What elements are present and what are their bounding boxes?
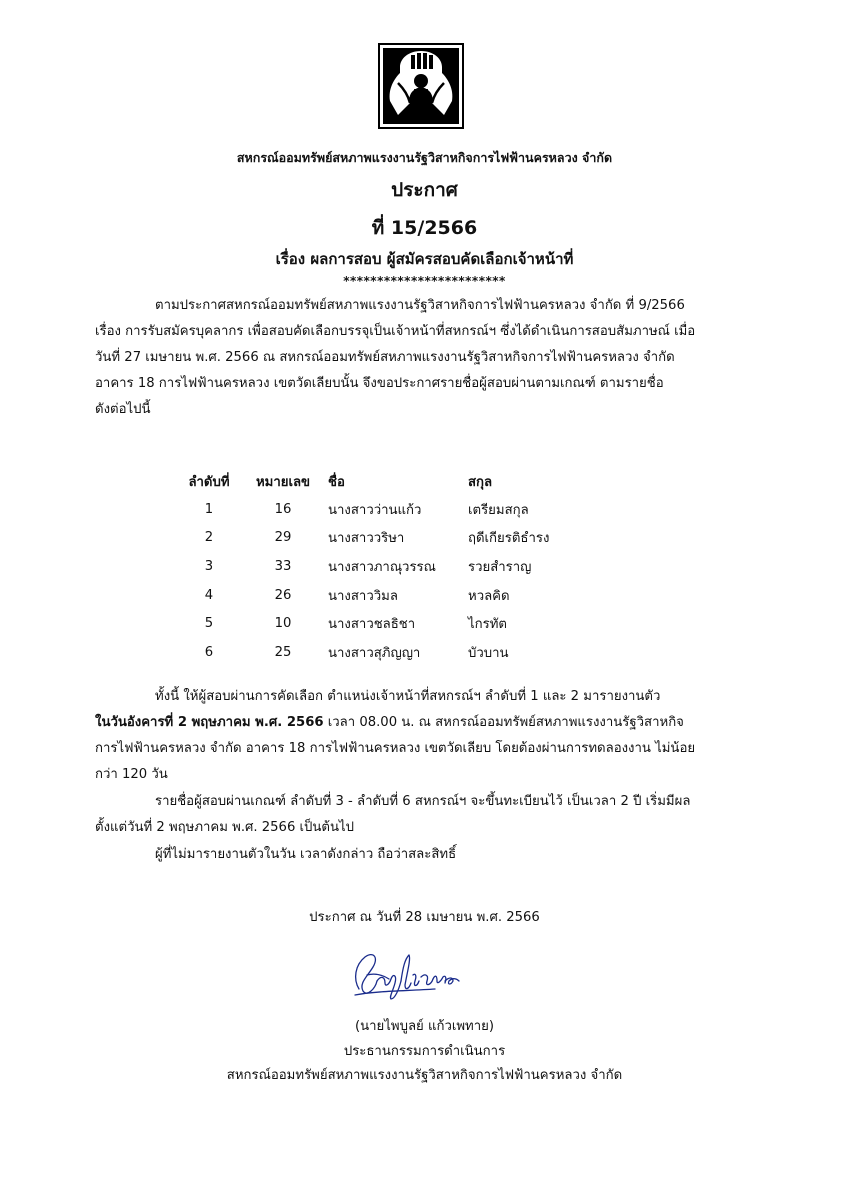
cell-number: 10 <box>274 616 292 632</box>
signer-name: (นายไพบูลย์ แก้วเพทาย) <box>354 1019 495 1034</box>
intro-paragraph <box>95 293 745 423</box>
report-instructions-paragraph <box>95 684 745 788</box>
report-line: กว่า 120 วัน <box>95 767 168 782</box>
cell-surname: เตรียมสกุล <box>468 502 529 518</box>
header-name: ชื่อ <box>328 474 345 490</box>
cell-number: 25 <box>274 644 292 660</box>
report-line: ทั้งนี้ ให้ผู้สอบผ่านการคัดเลือก ตำแหน่งเจ้าหน้าที่สหกรณ์ฯ ลำดับที่ 1 และ 2 มารายงานตัว <box>155 689 661 704</box>
intro-line: วันที่ 27 เมษายน พ.ศ. 2566 ณ สหกรณ์ออมทรัพย์สหภาพแรงงานรัฐวิสาหกิจการไฟฟ้านครหลวง จำกัด <box>95 350 675 365</box>
divider: ************************ <box>343 274 506 288</box>
registration-line: รายชื่อผู้สอบผ่านเกณฑ์ ลำดับที่ 3 - ลำดับที่ 6 สหกรณ์ฯ จะขึ้นทะเบียนไว้ เป็นเวลา 2 ปี เริ่มมีผล <box>155 794 691 809</box>
document-title: ประกาศ <box>391 179 458 201</box>
cooperative-logo <box>378 43 464 129</box>
handwritten-signature <box>345 945 465 1003</box>
cell-surname: รวยสำราญ <box>468 559 532 575</box>
cell-name: นางสาวสุภิญญา <box>328 645 421 661</box>
cell-order: 3 <box>204 558 214 574</box>
cell-surname: หวลคิด <box>468 588 510 604</box>
intro-line: เรื่อง การรับสมัครบุคลากร เพื่อสอบคัดเลือกบรรจุเป็นเจ้าหน้าที่สหกรณ์ฯ ซึ่งได้ดำเนินการสอบสัมภาษณ์ เมื่อ <box>95 324 696 339</box>
cell-surname: ไกรทัต <box>468 617 507 633</box>
table-row <box>170 524 588 553</box>
cell-name: นางสาววริษา <box>328 531 405 547</box>
header-surname: สกุล <box>468 474 493 490</box>
report-line <box>95 710 745 736</box>
table-row <box>170 581 588 610</box>
header-number: หมายเลข <box>255 474 311 490</box>
table-header-row <box>170 467 588 495</box>
cell-order: 6 <box>204 644 214 660</box>
cell-number: 16 <box>274 501 292 517</box>
cell-order: 2 <box>204 530 214 546</box>
organization-name: สหกรณ์ออมทรัพย์สหภาพแรงงานรัฐวิสาหกิจการไฟฟ้านครหลวง จำกัด <box>236 150 613 165</box>
announcement-subject: เรื่อง ผลการสอบ ผู้สมัครสอบคัดเลือกเจ้าหน้าที่ <box>275 250 574 268</box>
cell-name: นางสาวชลธิชา <box>328 617 416 633</box>
table-row <box>170 638 588 667</box>
cell-number: 29 <box>274 530 292 546</box>
cell-number: 33 <box>274 558 292 574</box>
intro-line: ตามประกาศสหกรณ์ออมทรัพย์สหภาพแรงงานรัฐวิสาหกิจการไฟฟ้านครหลวง จำกัด ที่ 9/2566 <box>155 298 685 313</box>
report-line: การไฟฟ้านครหลวง จำกัด อาคาร 18 การไฟฟ้านครหลวง เขตวัดเลียบ โดยต้องผ่านการทดลองงาน ไม่น้อย <box>95 741 696 756</box>
forfeit-paragraph <box>95 842 745 868</box>
cell-number: 26 <box>274 587 292 603</box>
signer-organization: สหกรณ์ออมทรัพย์สหภาพแรงงานรัฐวิสาหกิจการไฟฟ้านครหลวง จำกัด <box>226 1068 623 1083</box>
announcement-date: ประกาศ ณ วันที่ 28 เมษายน พ.ศ. 2566 <box>309 910 540 925</box>
report-line-rest: เวลา 08.00 น. ณ สหกรณ์ออมทรัพย์สหภาพแรงงานรัฐวิสาหกิจ <box>323 715 684 730</box>
passed-candidates-table <box>170 467 588 667</box>
cell-order: 1 <box>204 501 214 517</box>
header-order: ลำดับที่ <box>188 474 230 490</box>
table-row <box>170 609 588 638</box>
intro-line: ดังต่อไปนี้ <box>95 402 151 417</box>
signer-position: ประธานกรรมการดำเนินการ <box>343 1044 506 1059</box>
cell-name: นางสาวภาณุวรรณ <box>328 559 436 575</box>
table-row <box>170 552 588 581</box>
announcement-number: ที่ 15/2566 <box>371 217 478 239</box>
report-date-bold: ในวันอังคารที่ 2 พฤษภาคม พ.ศ. 2566 <box>95 715 324 730</box>
registration-line: ตั้งแต่วันที่ 2 พฤษภาคม พ.ศ. 2566 เป็นต้นไป <box>95 820 354 835</box>
cell-order: 4 <box>204 587 214 603</box>
cell-order: 5 <box>204 616 214 632</box>
table-row <box>170 495 588 524</box>
cell-name: นางสาวว่านแก้ว <box>328 502 422 518</box>
intro-line: อาคาร 18 การไฟฟ้านครหลวง เขตวัดเลียบนั้น จึงขอประกาศรายชื่อผู้สอบผ่านตามเกณฑ์ ตามรายชื่อ <box>95 376 664 391</box>
forfeit-line: ผู้ที่ไม่มารายงานตัวในวัน เวลาดังกล่าว ถือว่าสละสิทธิ์ <box>155 847 457 862</box>
cell-surname: บัวบาน <box>468 645 509 661</box>
cell-name: นางสาววิมล <box>328 588 398 604</box>
registration-paragraph <box>95 789 745 841</box>
cell-surname: ฤดีเกียรติธำรง <box>468 531 550 547</box>
